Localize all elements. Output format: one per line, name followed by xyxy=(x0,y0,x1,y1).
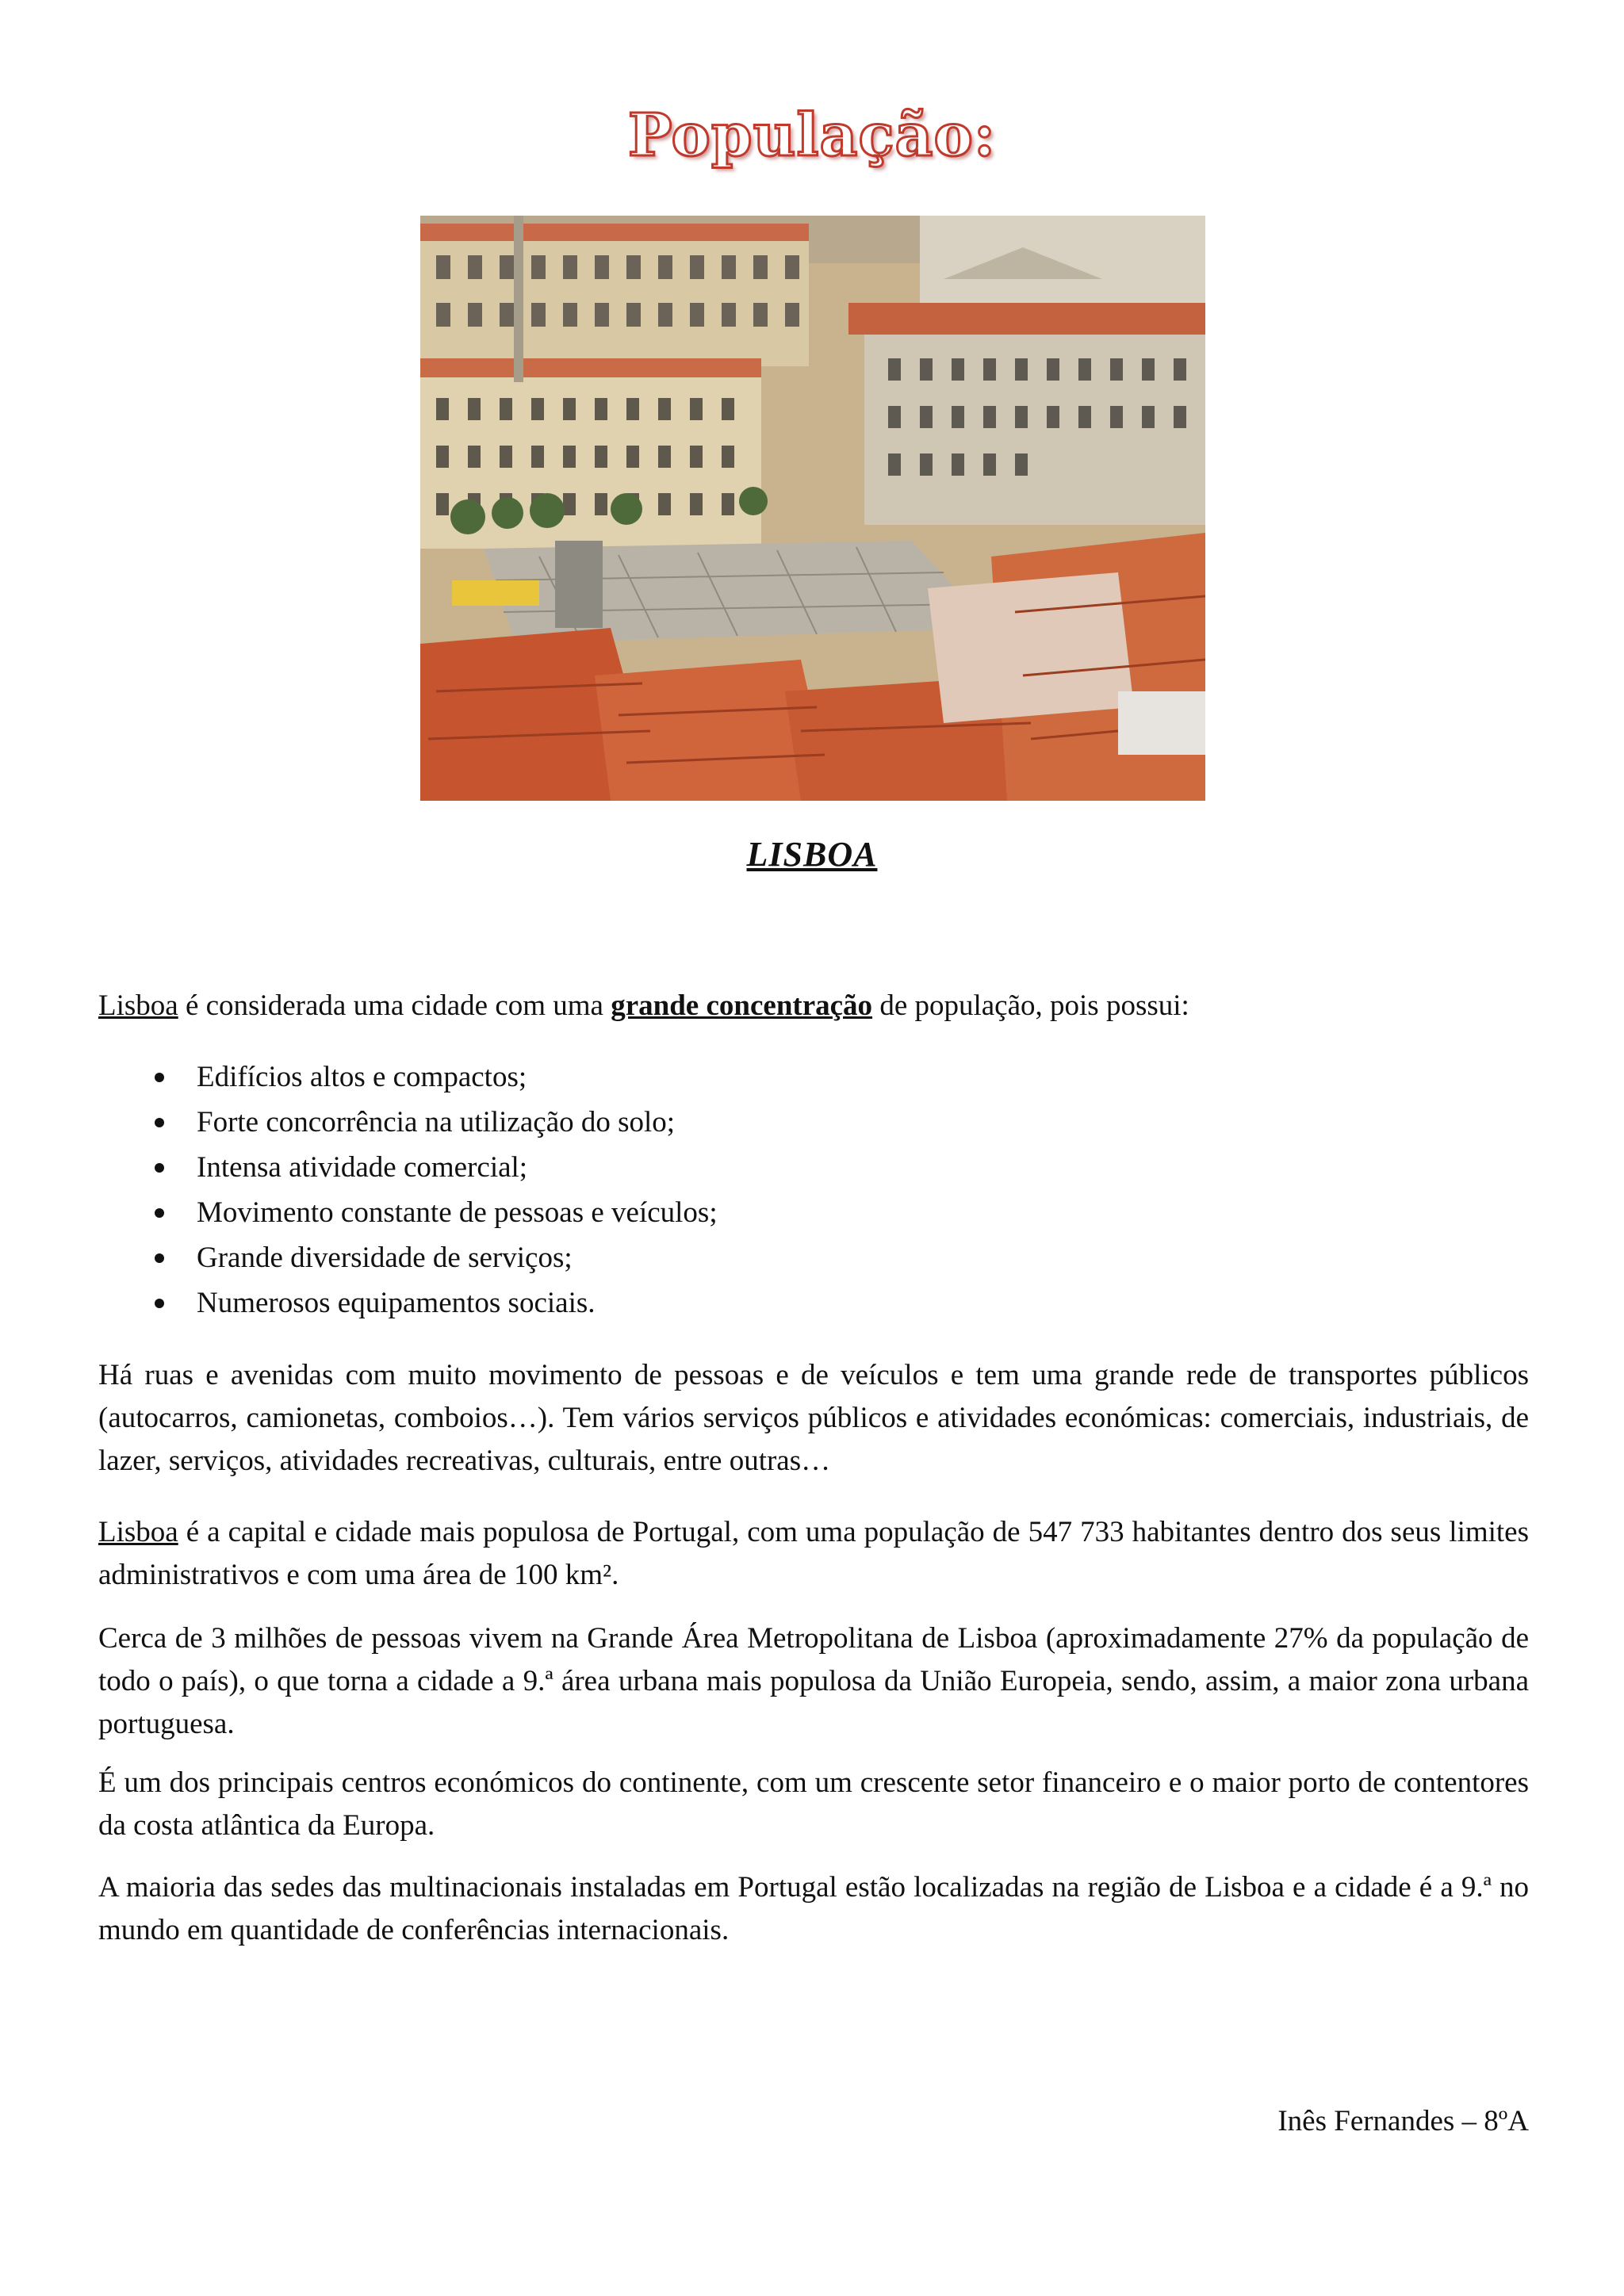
intro-paragraph xyxy=(98,985,1529,1027)
list-item: Intensa atividade comercial; xyxy=(98,1145,1446,1190)
list-item: Forte concorrência na utilização do solo; xyxy=(98,1100,1446,1145)
features-list xyxy=(98,1054,1446,1326)
paragraph-multinationals: A maioria das sedes das multinacionais instaladas em Portugal estão localizadas na região de Lisboa e a cidade é a 9.ª no mundo em quantidade de conferências internacionais. xyxy=(98,1871,1529,1946)
section-subtitle: LISBOA xyxy=(746,835,878,874)
lisbon-city-photo xyxy=(420,216,1205,801)
paragraph-transport: Há ruas e avenidas com muito movimento de pessoas e de veículos e tem uma grande rede de transportes públicos (autocarros, camionetas, comboios…). Tem vários serviços públicos e atividades económicas: comerciais, industriais, de lazer, serviços, atividades recreativas, culturais, entre outras… xyxy=(98,1359,1529,1477)
list-item: Grande diversidade de serviços; xyxy=(98,1235,1446,1280)
list-item: Edifícios altos e compactos; xyxy=(98,1054,1446,1100)
list-item: Movimento constante de pessoas e veículos; xyxy=(98,1190,1446,1235)
author-footer: Inês Fernandes – 8ºA xyxy=(1277,2105,1529,2137)
paragraph-capital-text: é a capital e cidade mais populosa de Portugal, com uma população de 547 733 habitantes dentro dos seus limites administrativos e com uma área de 100 km². xyxy=(98,1516,1530,1591)
paragraph-capital xyxy=(98,1511,1529,1597)
list-item: Numerosos equipamentos sociais. xyxy=(98,1280,1446,1326)
paragraph-economy: É um dos principais centros económicos do continente, com um crescente setor financeiro e o maior porto de contentores da costa atlântica da Europa. xyxy=(98,1766,1529,1842)
intro-text-1: é considerada uma cidade com uma xyxy=(185,989,603,1022)
page-title: População: xyxy=(627,101,997,170)
paragraph-metropolitan: Cerca de 3 milhões de pessoas vivem na Grande Área Metropolitana de Lisboa (aproximadamente 27% da população de todo o país), o que torna a cidade a 9.ª área urbana mais populosa da União Europeia, sendo, assim, a maior zona urbana portuguesa. xyxy=(98,1622,1529,1740)
lisboa-link: Lisboa xyxy=(98,1516,178,1548)
intro-text-2: de população, pois possui: xyxy=(879,989,1189,1022)
intro-emphasis: grande concentração xyxy=(611,989,873,1022)
lisboa-link: Lisboa xyxy=(98,989,178,1022)
